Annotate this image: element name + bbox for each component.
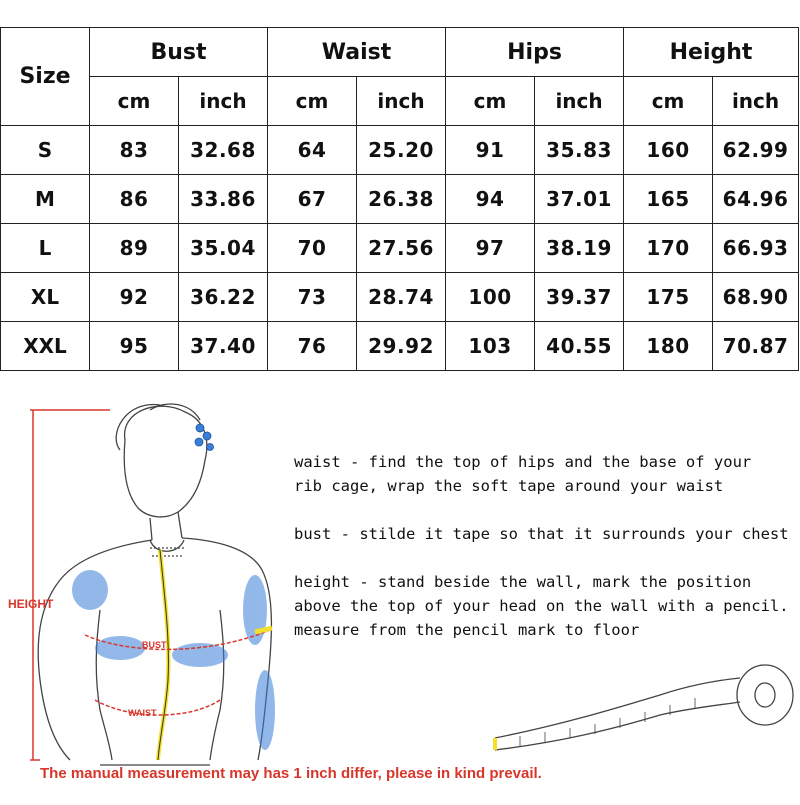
height-instruction: height - stand beside the wall, mark the position above the top of your head on the wall with a pencil. measure from the pencil mark to floor <box>294 573 789 639</box>
height-label: HEIGHT <box>8 597 54 611</box>
value-cell: 165 <box>624 175 713 224</box>
value-cell: 95 <box>90 322 179 371</box>
value-cell: 40.55 <box>535 322 624 371</box>
value-cell: 27.56 <box>357 224 446 273</box>
value-cell: 25.20 <box>357 126 446 175</box>
unit-header-cm: cm <box>624 77 713 126</box>
value-cell: 33.86 <box>179 175 268 224</box>
table-row <box>1 273 799 322</box>
value-cell: 83 <box>90 126 179 175</box>
value-cell: 64 <box>268 126 357 175</box>
table-row <box>1 126 799 175</box>
size-cell: S <box>1 126 90 175</box>
unit-header-inch: inch <box>179 77 268 126</box>
value-cell: 62.99 <box>713 126 799 175</box>
value-cell: 97 <box>446 224 535 273</box>
value-cell: 170 <box>624 224 713 273</box>
value-cell: 68.90 <box>713 273 799 322</box>
unit-header-inch: inch <box>357 77 446 126</box>
unit-header-cm: cm <box>268 77 357 126</box>
value-cell: 73 <box>268 273 357 322</box>
value-cell: 38.19 <box>535 224 624 273</box>
waist-label: WAIST <box>128 708 157 718</box>
value-cell: 89 <box>90 224 179 273</box>
value-cell: 70.87 <box>713 322 799 371</box>
measurement-note: The manual measurement may has 1 inch differ, please in kind prevail. <box>40 765 542 782</box>
value-cell: 66.93 <box>713 224 799 273</box>
value-cell: 26.38 <box>357 175 446 224</box>
value-cell: 100 <box>446 273 535 322</box>
value-cell: 37.01 <box>535 175 624 224</box>
value-cell: 76 <box>268 322 357 371</box>
group-header-height: Height <box>624 28 799 77</box>
value-cell: 103 <box>446 322 535 371</box>
value-cell: 175 <box>624 273 713 322</box>
value-cell: 29.92 <box>357 322 446 371</box>
waist-instruction: waist - find the top of hips and the base of your rib cage, wrap the soft tape around your waist <box>294 453 752 495</box>
unit-header-inch: inch <box>713 77 799 126</box>
value-cell: 70 <box>268 224 357 273</box>
value-cell: 32.68 <box>179 126 268 175</box>
group-header-hips: Hips <box>446 28 624 77</box>
size-cell: XL <box>1 273 90 322</box>
table-row <box>1 224 799 273</box>
bust-instruction: bust - stilde it tape so that it surrounds your chest <box>294 525 789 543</box>
value-cell: 86 <box>90 175 179 224</box>
value-cell: 91 <box>446 126 535 175</box>
measurement-instructions <box>294 450 794 666</box>
unit-header-inch: inch <box>535 77 624 126</box>
group-header-waist: Waist <box>268 28 446 77</box>
unit-header-cm: cm <box>90 77 179 126</box>
value-cell: 94 <box>446 175 535 224</box>
tape-roll-icon <box>495 665 793 750</box>
table-row <box>1 175 799 224</box>
table-row <box>1 322 799 371</box>
group-header-bust: Bust <box>90 28 268 77</box>
value-cell: 37.40 <box>179 322 268 371</box>
value-cell: 36.22 <box>179 273 268 322</box>
size-cell: M <box>1 175 90 224</box>
value-cell: 28.74 <box>357 273 446 322</box>
unit-header-cm: cm <box>446 77 535 126</box>
value-cell: 92 <box>90 273 179 322</box>
value-cell: 39.37 <box>535 273 624 322</box>
size-chart-table <box>0 27 799 371</box>
value-cell: 67 <box>268 175 357 224</box>
bust-label: BUST <box>142 640 167 650</box>
value-cell: 35.04 <box>179 224 268 273</box>
value-cell: 35.83 <box>535 126 624 175</box>
size-header: Size <box>1 28 90 126</box>
value-cell: 160 <box>624 126 713 175</box>
value-cell: 64.96 <box>713 175 799 224</box>
value-cell: 180 <box>624 322 713 371</box>
size-cell: XXL <box>1 322 90 371</box>
size-cell: L <box>1 224 90 273</box>
